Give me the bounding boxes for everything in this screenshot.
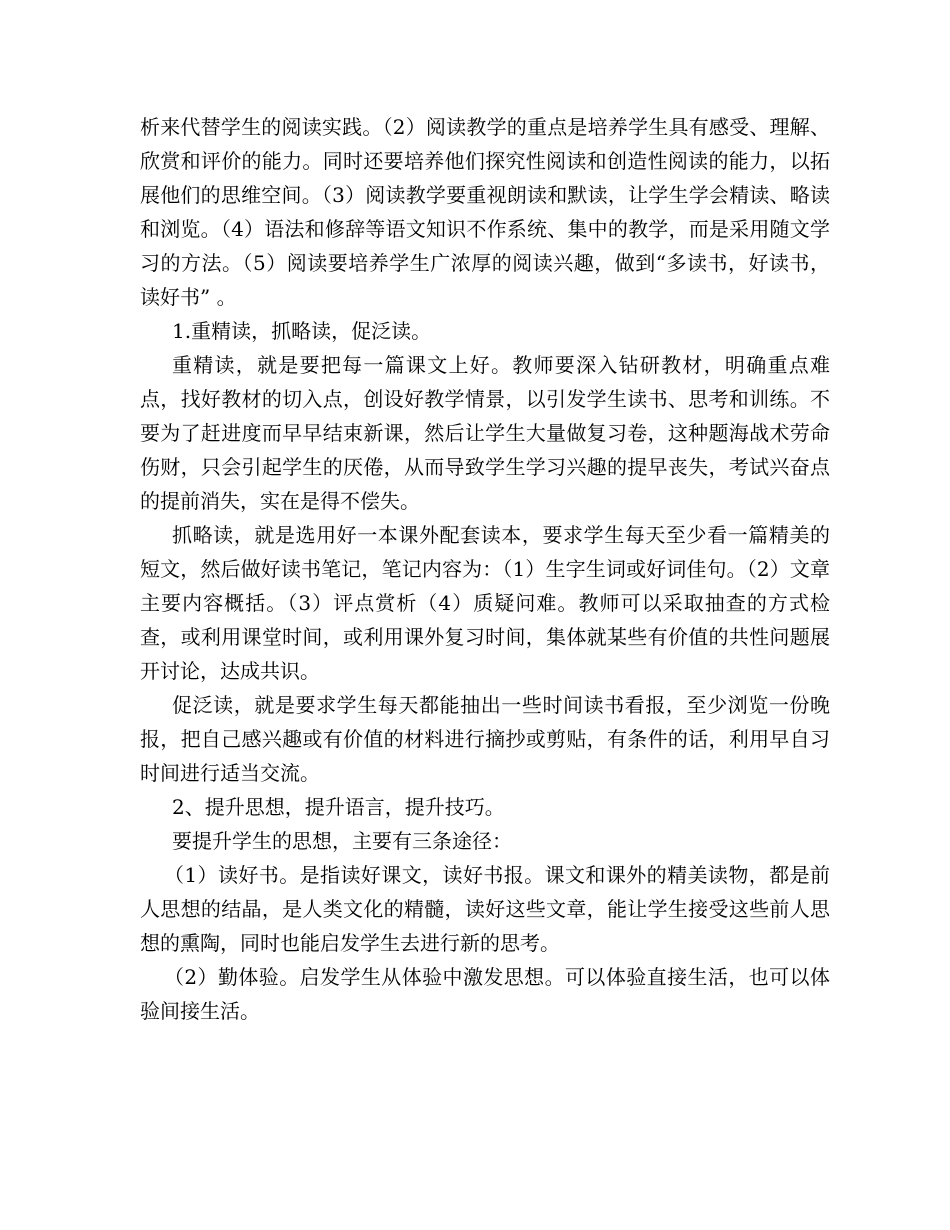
paragraph-intensive-reading: 重精读，就是要把每一篇课文上好。教师要深入钻研教材，明确重点难点，找好教材的切入点，创设好教学情景，以引发学生读书、思考和训练。不要为了赶进度而早早结束新课，然后让学生大量做复习卷，这种题海战术劳命伤财，只会引起学生的厌倦，从而导致学生学习兴趣的提早丧失，考试兴奋点的提前消失，实在是得不偿失。 bbox=[140, 353, 830, 513]
document-body bbox=[140, 110, 830, 1028]
paragraph-skim-reading: 抓略读，就是选用好一本课外配套读本，要求学生每天至少看一篇精美的短文，然后做好读书笔记，笔记内容为：（1）生字生词或好词佳句。（2）文章主要内容概括。（3）评点赏析（4）质疑问难。教师可以采取抽查的方式检查，或利用课堂时间，或利用课外复习时间，集体就某些有价值的共性问题展开讨论，达成共识。 bbox=[140, 523, 830, 683]
section-heading-2: 2、提升思想，提升语言，提升技巧。 bbox=[172, 795, 505, 819]
section-heading-1: 1.重精读，抓略读，促泛读。 bbox=[172, 319, 432, 343]
paragraph-three-ways: 要提升学生的思想，主要有三条途径： bbox=[172, 829, 512, 853]
paragraph-read-good-books: （1）读好书。是指读好课文，读好书报。课文和课外的精美读物，都是前人思想的结晶，是人类文化的精髓，读好这些文章，能让学生接受这些前人思想的熏陶，同时也能启发学生去进行新的思考。 bbox=[140, 863, 830, 955]
paragraph-continuation: 析来代替学生的阅读实践。（2）阅读教学的重点是培养学生具有感受、理解、欣赏和评价的能力。同时还要培养他们探究性阅读和创造性阅读的能力，以拓展他们的思维空间。（3）阅读教学要重视朗读和默读，让学生学会精读、略读和浏览。（4）语法和修辞等语文知识不作系统、集中的教学，而是采用随文学习的方法。（5）阅读要培养学生广浓厚的阅读兴趣，做到“多读书，好读书，读好书” 。 bbox=[140, 115, 830, 309]
paragraph-extensive-reading: 促泛读，就是要求学生每天都能抽出一些时间读书看报，至少浏览一份晚报，把自己感兴趣或有价值的材料进行摘抄或剪贴，有条件的话，利用早自习时间进行适当交流。 bbox=[140, 693, 830, 785]
paragraph-experience: （2）勤体验。启发学生从体验中激发思想。可以体验直接生活，也可以体验间接生活。 bbox=[140, 965, 830, 1023]
